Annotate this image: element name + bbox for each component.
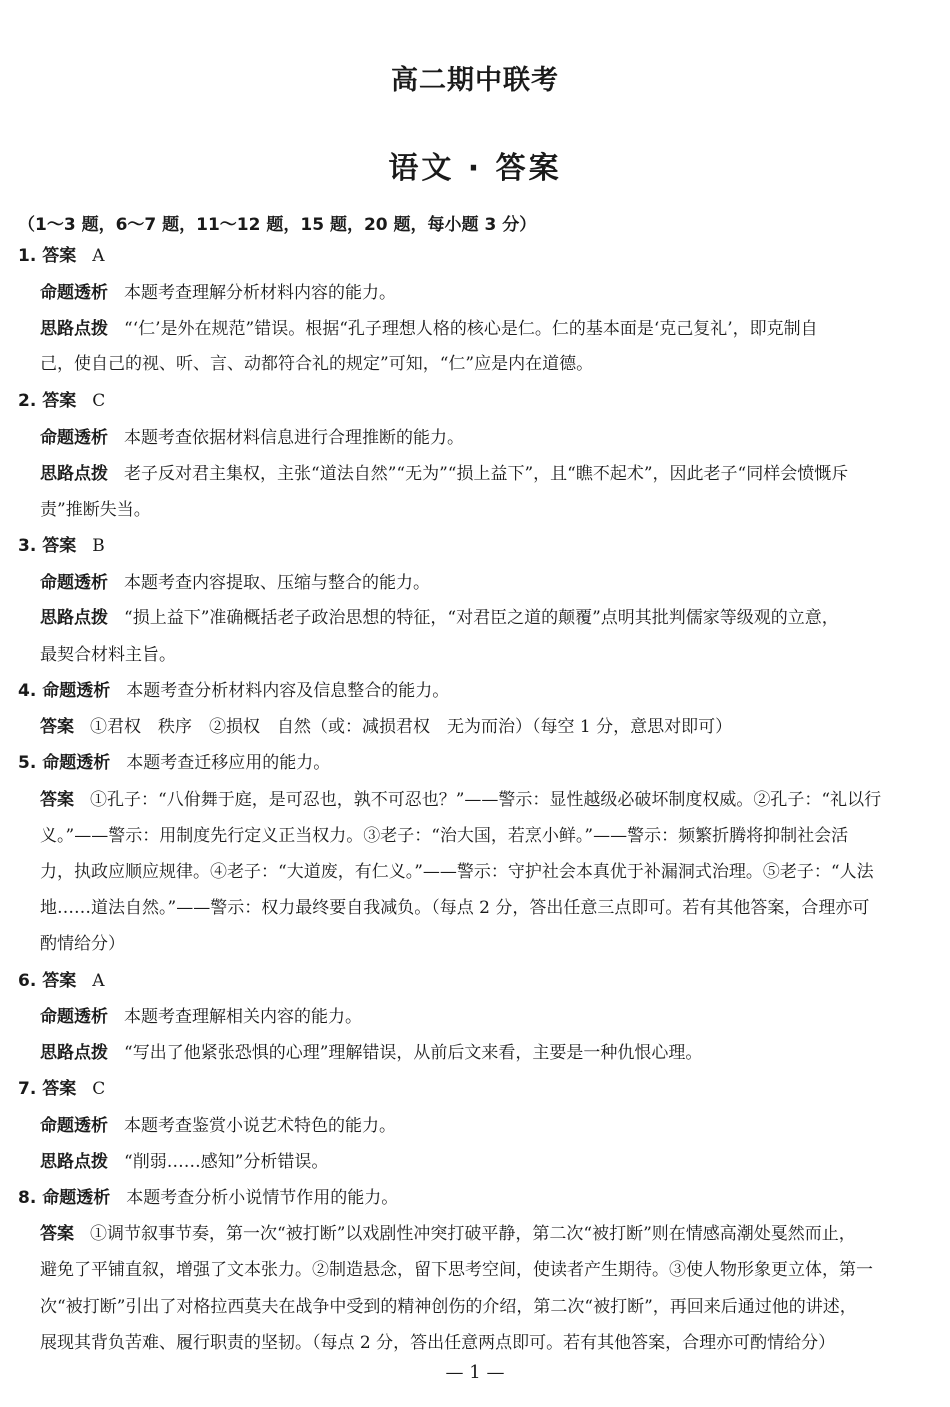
q1-analysis-label: 命题透析 <box>40 283 108 303</box>
q5-answer-line-4: 地……道法自然。”——警示：权力最终要自我减负。（每点 2 分，答出任意三点即可。若有其他答案，合理亦可 <box>40 898 870 918</box>
q3-analysis-label: 命题透析 <box>40 573 108 593</box>
q3-number: 3. 答案 <box>18 536 77 556</box>
q8-answer-line-1: ①调节叙事节奏，第一次“被打断”以戏剧性冲突打破平静，第二次“被打断”则在情感高潮处戛然而止， <box>90 1224 856 1244</box>
q1-answer-row <box>18 244 105 268</box>
q6-answer-row <box>18 969 105 993</box>
q4-number: 4. 命题透析 <box>18 681 111 701</box>
q8-analysis-text: 本题考查分析小说情节作用的能力。 <box>126 1188 399 1208</box>
q8-answer-row <box>40 1222 856 1246</box>
q7-number: 7. 答案 <box>18 1079 77 1099</box>
q3-analysis-text: 本题考查内容提取、压缩与整合的能力。 <box>124 573 430 593</box>
q6-hint-label: 思路点拨 <box>40 1043 108 1063</box>
q7-analysis-text: 本题考查鉴赏小说艺术特色的能力。 <box>124 1116 396 1136</box>
q2-analysis-label: 命题透析 <box>40 428 108 448</box>
q5-analysis-row <box>18 751 330 775</box>
q1-analysis-text: 本题考查理解分析材料内容的能力。 <box>124 283 396 303</box>
q7-answer: C <box>92 1079 106 1099</box>
q6-analysis-row <box>40 1005 362 1029</box>
q6-analysis-text: 本题考查理解相关内容的能力。 <box>124 1007 362 1027</box>
q2-answer: C <box>92 391 106 411</box>
q7-answer-row <box>18 1077 105 1101</box>
q6-hint-line-1: “写出了他紧张恐惧的心理”理解错误，从前后文来看，主要是一种仇恨心理。 <box>124 1043 703 1063</box>
q3-analysis-row <box>40 571 430 595</box>
q2-number: 2. 答案 <box>18 391 77 411</box>
q7-analysis-label: 命题透析 <box>40 1116 108 1136</box>
q2-hint-line-1: 老子反对君主集权，主张“道法自然”“无为”“损上益下”，且“瞧不起术”，因此老子“同样会愤慨斥 <box>124 464 849 484</box>
scoring-note: （1～3 题，6～7 题，11～12 题，15 题，20 题，每小题 3 分） <box>18 215 537 235</box>
q4-answer-row <box>40 715 732 739</box>
q8-answer-line-4: 展现其背负苦难、履行职责的坚韧。（每点 2 分，答出任意两点即可。若有其他答案，合理亦可酌情给分） <box>40 1333 836 1353</box>
q4-answer-text: ①君权 秩序 ②损权 自然（或：减损君权 无为而治）（每空 1 分，意思对即可） <box>90 717 733 737</box>
q7-hint-label: 思路点拨 <box>40 1152 108 1172</box>
page-number: — 1 — <box>445 1362 505 1383</box>
q1-number: 1. 答案 <box>18 246 77 266</box>
q7-analysis-row <box>40 1114 396 1138</box>
q7-hint-row <box>40 1150 328 1174</box>
q2-answer-row <box>18 389 105 413</box>
q5-analysis-text: 本题考查迁移应用的能力。 <box>126 753 331 773</box>
q8-number: 8. 命题透析 <box>18 1188 111 1208</box>
q2-analysis-text: 本题考查依据材料信息进行合理推断的能力。 <box>124 428 464 448</box>
q5-answer-label: 答案 <box>40 790 74 810</box>
q2-hint-label: 思路点拨 <box>40 464 108 484</box>
q5-answer-line-1: ①孔子：“八佾舞于庭，是可忍也，孰不可忍也？”——警示：显性越级必破坏制度权威。②孔子：“礼以行 <box>90 790 882 810</box>
q6-analysis-label: 命题透析 <box>40 1007 108 1027</box>
q1-hint-label: 思路点拨 <box>40 319 108 339</box>
q2-hint-line-2: 责”推断失当。 <box>40 500 151 520</box>
q3-hint-line-1: “损上益下”准确概括老子政治思想的特征，“对君臣之道的颠覆”点明其批判儒家等级观的立意， <box>124 608 839 628</box>
q5-answer-line-3: 力，执政应顺应规律。④老子：“大道废，有仁义。”——警示：守护社会本真优于补漏洞式治理。⑤老子：“人法 <box>40 862 874 882</box>
q1-hint-line-1: “‘仁’是外在规范”错误。根据“孔子理想人格的核心是仁。仁的基本面是‘克己复礼’，即克制自 <box>124 319 818 339</box>
q5-answer-row <box>40 788 881 812</box>
q4-answer-label: 答案 <box>40 717 74 737</box>
q5-answer-line-5: 酌情给分） <box>40 934 125 954</box>
q8-analysis-row <box>18 1186 398 1210</box>
q8-answer-line-3: 次“被打断”引出了对格拉西莫夫在战争中受到的精神创伤的介绍，第二次“被打断”，再回来后通过他的讲述， <box>40 1297 857 1317</box>
q1-answer: A <box>92 246 105 266</box>
q6-hint-row <box>40 1041 702 1065</box>
q4-analysis-text: 本题考查分析材料内容及信息整合的能力。 <box>126 681 450 701</box>
q4-analysis-row <box>18 679 449 703</box>
q3-hint-line-2: 最契合材料主旨。 <box>40 645 176 665</box>
q8-answer-line-2: 避免了平铺直叙，增强了文本张力。②制造悬念，留下思考空间，使读者产生期待。③使人物形象更立体，第一 <box>40 1260 873 1280</box>
q7-hint-line-1: “削弱……感知”分析错误。 <box>124 1152 329 1172</box>
q8-answer-label: 答案 <box>40 1224 74 1244</box>
q2-analysis-row <box>40 426 464 450</box>
q5-number: 5. 命题透析 <box>18 753 111 773</box>
q1-hint-row <box>40 317 818 341</box>
q3-hint-label: 思路点拨 <box>40 608 108 628</box>
q6-answer: A <box>92 971 105 991</box>
q1-hint-line-2: 己，使自己的视、听、言、动都符合礼的规定”可知，“仁”应是内在道德。 <box>40 354 594 374</box>
q3-hint-row <box>40 606 839 630</box>
q2-hint-row <box>40 462 848 486</box>
q3-answer-row <box>18 534 105 558</box>
exam-title: 高二期中联考 <box>391 65 559 96</box>
q3-answer: B <box>92 536 105 556</box>
q1-analysis-row <box>40 281 396 305</box>
q5-answer-line-2: 义。”——警示：用制度先行定义正当权力。③老子：“治大国，若烹小鲜。”——警示：频繁折腾将抑制社会活 <box>40 826 849 846</box>
subject-title: 语文 · 答案 <box>388 151 562 186</box>
q6-number: 6. 答案 <box>18 971 77 991</box>
